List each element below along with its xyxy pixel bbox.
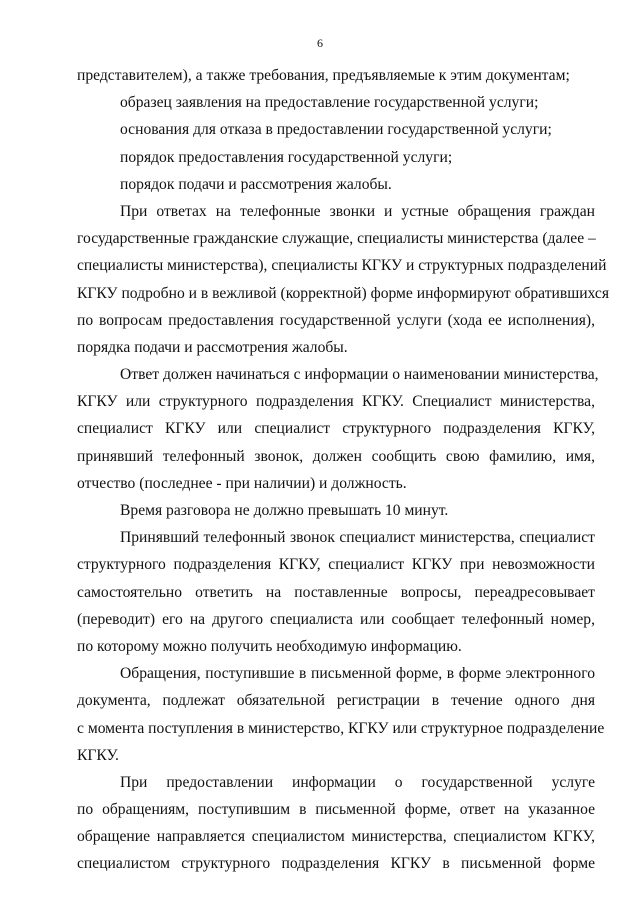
text-line: При предоставлении информации о государственной услуге: [120, 773, 595, 791]
text-line: Ответ должен начинаться с информации о наименовании министерства,: [120, 366, 599, 384]
text-line: Принявший телефонный звонок специалист министерства, специалист: [120, 529, 595, 547]
text-line: образец заявления на предоставление государственной услуги;: [120, 94, 539, 112]
body-text: [77, 62, 610, 878]
text-line: специалист КГКУ или специалист структурного подразделения КГКУ,: [77, 420, 595, 438]
text-line: по которому можно получить необходимую информацию.: [77, 637, 462, 655]
page-number: 6: [317, 36, 323, 50]
text-line: Время разговора не должно превышать 10 минут.: [120, 502, 449, 519]
text-line: порядок подачи и рассмотрения жалобы.: [120, 175, 392, 193]
text-line: структурного подразделения КГКУ, специалист КГКУ при невозможности: [77, 556, 595, 574]
text-line: принявший телефонный звонок, должен сообщить свою фамилию, имя,: [77, 447, 595, 465]
text-line: по вопросам предоставления государственной услуги (хода ее исполнения),: [77, 311, 595, 329]
text-line: отчество (последнее - при наличии) и должность.: [77, 474, 407, 492]
text-line: по обращениям, поступившим в письменной форме, ответ на указанное: [77, 801, 595, 819]
text-line: порядка подачи и рассмотрения жалобы.: [77, 338, 348, 356]
text-line: (переводит) его на другого специалиста или сообщает телефонный номер,: [77, 610, 595, 628]
text-line: самостоятельно ответить на поставленные вопросы, переадресовывает: [77, 583, 595, 601]
text-line: При ответах на телефонные звонки и устные обращения граждан: [120, 202, 595, 220]
text-line: документа, подлежат обязательной регистрации в течение одного дня: [77, 692, 595, 710]
text-line: обращение направляется специалистом министерства, специалистом КГКУ,: [77, 828, 595, 846]
text-line: КГКУ подробно и в вежливой (корректной) форме информируют обратившихся: [77, 284, 610, 302]
text-line: с момента поступления в министерство, КГКУ или структурное подразделение: [77, 719, 605, 737]
text-line: КГКУ.: [77, 746, 119, 764]
text-line: специалистом структурного подразделения КГКУ в письменной форме: [77, 855, 595, 873]
text-line: основания для отказа в предоставлении государственной услуги;: [120, 121, 552, 139]
text-line: КГКУ или структурного подразделения КГКУ. Специалист министерства,: [77, 393, 595, 411]
text-line: порядок предоставления государственной услуги;: [120, 148, 453, 166]
text-line: государственные гражданские служащие, специалисты министерства (далее –: [77, 230, 596, 248]
text-line: специалисты министерства), специалисты КГКУ и структурных подразделений: [77, 257, 607, 275]
text-line: представителем), а также требования, предъявляемые к этим документам;: [77, 67, 570, 84]
text-line: Обращения, поступившие в письменной форме, в форме электронного: [120, 665, 595, 683]
